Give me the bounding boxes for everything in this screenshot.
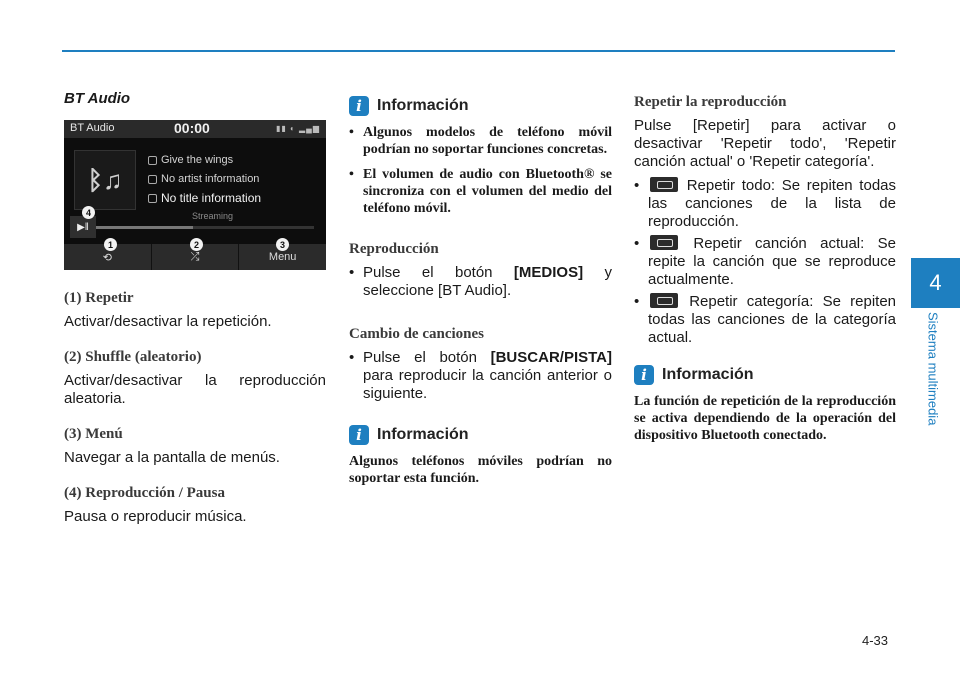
chapter-number: 4 xyxy=(929,270,942,295)
info-header xyxy=(634,365,896,385)
info-icon: i xyxy=(634,365,654,385)
key-label: [MEDIOS] xyxy=(513,264,584,281)
list-item xyxy=(349,349,612,403)
section-title: BT Audio xyxy=(64,90,131,107)
screen-app-title: BT Audio xyxy=(70,122,115,134)
item-text: Repetir todo: Se repiten todas las canciones de la lista de reproducción. xyxy=(648,177,897,230)
section-heading: (4) Reproducción / Pausa xyxy=(64,485,225,501)
repeat-list xyxy=(634,177,896,347)
item-text: para reproducir la canción anterior o siguiente. xyxy=(363,367,612,402)
callout-1: 1 xyxy=(104,238,117,251)
track-line-2 xyxy=(148,173,259,185)
track-title: Give the wings xyxy=(161,154,234,166)
progress-fill xyxy=(94,226,193,229)
section-heading: Repetir la reproducción xyxy=(634,94,787,110)
menu-label: Menu xyxy=(268,251,297,263)
callout-3: 3 xyxy=(276,238,289,251)
key-label: [BUSCAR/PISTA] xyxy=(490,349,612,366)
screen-clock: 00:00 xyxy=(174,120,210,136)
repeat-category-icon xyxy=(650,293,678,308)
streaming-label: Streaming xyxy=(192,211,234,221)
column-left-sections xyxy=(64,290,326,526)
section-text: Pulse [Repetir] para activar o desactivar 'Repetir todo', 'Repetir canción actual' o 'Repetir categoría'. xyxy=(634,117,896,170)
callout-4: 4 xyxy=(82,206,95,219)
item-text: Pulse el botón xyxy=(363,349,491,366)
track-line-3 xyxy=(148,191,261,205)
info-icon: i xyxy=(349,96,369,116)
list-item: • El volumen de audio con Bluetooth® se sincroniza con el volumen del medio del teléfono móvil. xyxy=(349,166,612,217)
section-text: Activar/desactivar la repetición. xyxy=(64,313,272,330)
chapter-label: Sistema multimedia xyxy=(925,312,941,426)
repeat-button[interactable]: ⟲ xyxy=(64,244,152,270)
info-icon: i xyxy=(349,425,369,445)
list-item: • Algunos modelos de teléfono móvil podrían no soportar funciones concretas. xyxy=(349,124,612,158)
play-pause-button[interactable]: ▶‖ xyxy=(70,216,96,238)
album-icon xyxy=(148,194,157,203)
track-artist: No artist information xyxy=(161,173,260,185)
status-icons: ▮▮ ◐ ▂▄▆ xyxy=(275,124,320,133)
info-text: Algunos teléfonos móviles podrían no soportar esta función. xyxy=(349,454,612,486)
column-left xyxy=(64,90,326,107)
callout-2: 2 xyxy=(190,238,203,251)
repro-list xyxy=(349,264,612,300)
item-text: Repetir canción actual: Se repite la canción que se reproduce actualmente. xyxy=(648,235,896,288)
item-text: y seleccione [BT Audio]. xyxy=(363,264,612,299)
list-item xyxy=(634,177,896,231)
list-item xyxy=(349,264,612,300)
section-heading: (2) Shuffle (aleatorio) xyxy=(64,349,202,365)
list-item xyxy=(634,235,896,289)
artist-icon xyxy=(148,175,157,184)
section-text: Navegar a la pantalla de menús. xyxy=(64,449,280,466)
track-line-1 xyxy=(148,154,233,166)
repeat-all-icon xyxy=(650,177,678,192)
list-item xyxy=(634,293,896,347)
shuffle-button[interactable]: ⤮ xyxy=(152,244,240,270)
section-heading: (3) Menú xyxy=(64,426,123,442)
section-text: Pausa o reproducir música. xyxy=(64,508,247,525)
page-number: 4-33 xyxy=(862,633,889,648)
track-album: No title information xyxy=(161,191,262,205)
info-header xyxy=(349,425,612,445)
info-list xyxy=(349,124,612,217)
column-middle xyxy=(349,96,612,487)
info-title: Información xyxy=(662,366,754,383)
info-text: La función de repetición de la reproducción se activa dependiendo de la operación del dispositivo Bluetooth conectado. xyxy=(634,394,896,443)
repeat-one-icon xyxy=(650,235,678,250)
item-text: Repetir categoría: Se repiten todas las canciones de la categoría actual. xyxy=(648,293,896,346)
section-heading: Reproducción xyxy=(349,241,439,257)
section-heading: (1) Repetir xyxy=(64,290,134,306)
bluetooth-icon: ᛒ♫ xyxy=(87,164,123,195)
song-icon xyxy=(148,156,157,165)
info-title: Información xyxy=(377,97,469,114)
column-right xyxy=(634,94,896,444)
chapter-tab xyxy=(911,258,960,308)
item-text: Pulse el botón xyxy=(363,264,514,281)
bt-audio-screen xyxy=(64,120,326,270)
progress-bar[interactable] xyxy=(94,226,314,229)
info-header xyxy=(349,96,612,116)
top-rule xyxy=(62,50,895,52)
album-art xyxy=(74,150,136,210)
info-title: Información xyxy=(377,426,469,443)
section-heading: Cambio de canciones xyxy=(349,326,484,342)
cambio-list xyxy=(349,349,612,403)
section-text: Activar/desactivar la reproducción aleatoria. xyxy=(64,372,326,407)
